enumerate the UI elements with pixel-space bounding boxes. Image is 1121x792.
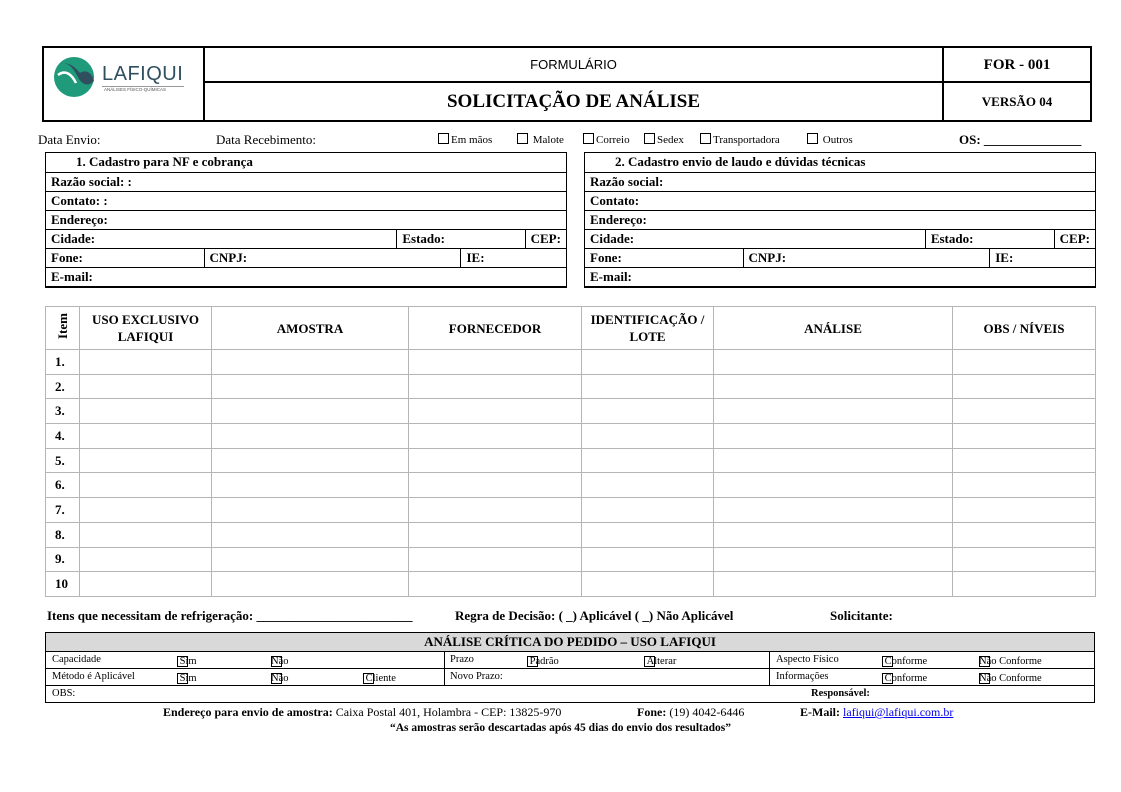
amostra-cell[interactable] [212,498,409,523]
ie-field[interactable]: IE: [461,248,566,267]
col-item: Item [46,307,80,350]
regra-decisao[interactable]: Regra de Decisão: ( _) Aplicável ( _) Não Aplicável [455,608,734,623]
critica-row-1: Capacidade Sim Não Prazo Padrão Alterar Aspecto Físico Conforme Não Conforme [46,652,1094,669]
analise-cell[interactable] [714,424,953,449]
checkbox-icon[interactable] [583,133,594,144]
cep-field[interactable]: CEP: [525,229,566,248]
logo-text: LAFIQUI [102,63,184,85]
option-transportadora[interactable]: Transportadora [700,133,780,146]
form-header [42,46,1092,122]
address-line [163,705,561,720]
form-version: VERSÃO 04 [981,94,1053,109]
cnpj-field[interactable]: CNPJ: [204,248,461,267]
disposal-note: “As amostras serão descartadas após 45 dias do envio dos resultados” [390,722,731,734]
identificacao-cell[interactable] [582,473,714,498]
contato-field[interactable]: Contato: [585,191,1095,210]
informacoes-label: Informações [776,671,829,682]
obs-cell[interactable] [953,572,1096,597]
metodo-cliente[interactable]: Cliente [363,671,366,682]
metodo-label: Método é Aplicável [52,671,135,682]
cadastro-nf-title: 1. Cadastro para NF e cobrança [46,153,566,172]
fornecedor-cell[interactable] [409,399,582,424]
identificacao-cell[interactable] [582,424,714,449]
amostra-cell[interactable] [212,522,409,547]
endereco-field[interactable]: Endereço: [46,210,566,229]
contato-field[interactable]: Contato: : [46,191,566,210]
cadastro-laudo-title: 2. Cadastro envio de laudo e dúvidas técnicas [585,153,1095,172]
fornecedor-cell[interactable] [409,498,582,523]
solicitante-field[interactable]: Solicitante: [830,608,893,623]
critica-row-2: Método é Aplicável Sim Não Cliente Novo Prazo: Informações Conforme Não Conforme [46,669,1094,686]
cep-field[interactable]: CEP: [1054,229,1095,248]
uso-exclusivo-cell[interactable] [80,498,212,523]
checkbox-icon[interactable] [644,133,655,144]
capacidade-label: Capacidade [52,654,101,665]
endereco-value: Caixa Postal 401, Holambra - CEP: 13825-970 [335,705,562,719]
lafiqui-logo [52,55,197,103]
responsavel-field[interactable]: Responsável: [811,688,870,699]
informacoes-conforme[interactable]: Conforme [882,671,885,682]
uso-exclusivo-cell[interactable] [80,473,212,498]
item-number: 5. [46,448,80,473]
razao-social-field[interactable]: Razão social: : [46,172,566,191]
logo-mark-icon [52,55,96,99]
os-field[interactable]: OS: _______________ [959,132,1082,147]
razao-social-field[interactable]: Razão social: [585,172,1095,191]
table-row [46,473,1096,498]
item-number: 4. [46,424,80,449]
fornecedor-cell[interactable] [409,522,582,547]
identificacao-cell[interactable] [582,547,714,572]
table-row [46,448,1096,473]
uso-exclusivo-cell[interactable] [80,572,212,597]
estado-field[interactable]: Estado: [397,229,525,248]
uso-exclusivo-cell[interactable] [80,374,212,399]
col-uso-exclusivo: USO EXCLUSIVO LAFIQUI [80,307,212,350]
endereco-field[interactable]: Endereço: [585,210,1095,229]
analise-cell[interactable] [714,498,953,523]
ie-field[interactable]: IE: [990,248,1095,267]
uso-exclusivo-cell[interactable] [80,522,212,547]
endereco-label: Endereço para envio de amostra: [163,705,333,719]
obs-cell[interactable] [953,448,1096,473]
fornecedor-cell[interactable] [409,473,582,498]
uso-exclusivo-cell[interactable] [80,448,212,473]
amostra-cell[interactable] [212,374,409,399]
option-sedex[interactable]: Sedex [644,133,684,146]
identificacao-cell[interactable] [582,399,714,424]
obs-cell[interactable] [953,498,1096,523]
obs-cell[interactable] [953,522,1096,547]
data-recebimento-label: Data Recebimento: [216,132,316,147]
fornecedor-cell[interactable] [409,424,582,449]
col-analise: ANÁLISE [714,307,953,350]
uso-exclusivo-cell[interactable] [80,424,212,449]
checkbox-icon[interactable] [807,133,818,144]
col-fornecedor: FORNECEDOR [409,307,582,350]
analise-cell[interactable] [714,547,953,572]
email-field[interactable]: E-mail: [46,267,566,286]
item-number: 2. [46,374,80,399]
checkbox-icon[interactable] [700,133,711,144]
prazo-label: Prazo [450,654,474,665]
table-header [46,307,1096,350]
cnpj-field[interactable]: CNPJ: [743,248,990,267]
email-label: E-Mail: [800,705,840,719]
analise-cell[interactable] [714,572,953,597]
option-outros[interactable]: Outros [807,133,853,146]
identificacao-cell[interactable] [582,498,714,523]
item-number: 3. [46,399,80,424]
identificacao-cell[interactable] [582,350,714,375]
item-number: 10 [46,572,80,597]
fone-field[interactable]: Fone: [46,248,204,267]
option-malote[interactable]: Malote [517,133,564,146]
table-row [46,374,1096,399]
obs-cell[interactable] [953,424,1096,449]
identificacao-cell[interactable] [582,522,714,547]
fone-value: (19) 4042-6446 [669,705,745,719]
cidade-field[interactable]: Cidade: [46,229,397,248]
prazo-alterar[interactable]: Alterar [644,654,647,665]
page-title: SOLICITAÇÃO DE ANÁLISE [446,91,701,112]
novo-prazo-field[interactable]: Novo Prazo: [450,671,503,682]
obs-cell[interactable] [953,473,1096,498]
fornecedor-cell[interactable] [409,572,582,597]
aspecto-conforme[interactable]: Conforme [882,654,885,665]
col-identificacao: IDENTIFICAÇÃO / LOTE [582,307,714,350]
email-line [800,705,953,720]
amostra-cell[interactable] [212,547,409,572]
analise-cell[interactable] [714,522,953,547]
amostra-cell[interactable] [212,572,409,597]
aspecto-label: Aspecto Físico [776,654,839,665]
capacidade-sim[interactable]: Sim [177,654,180,665]
table-row [46,350,1096,375]
critica-row-3 [46,686,1094,702]
item-number: 7. [46,498,80,523]
fornecedor-cell[interactable] [409,448,582,473]
fone-label: Fone: [637,705,667,719]
cidade-field[interactable]: Cidade: [585,229,925,248]
table-row [46,522,1096,547]
table-row [46,424,1096,449]
amostra-cell[interactable] [212,424,409,449]
table-row [46,572,1096,597]
samples-table [45,306,1096,597]
obs-cell[interactable] [953,399,1096,424]
item-number: 8. [46,522,80,547]
fone-line [637,705,744,720]
checkbox-icon[interactable] [517,133,528,144]
fornecedor-cell[interactable] [409,547,582,572]
obs-cell[interactable] [953,350,1096,375]
col-obs: OBS / NÍVEIS [953,307,1096,350]
fone-field[interactable]: Fone: [585,248,743,267]
item-number: 1. [46,350,80,375]
obs-cell[interactable] [953,547,1096,572]
email-field[interactable]: E-mail: [585,267,1095,286]
amostra-cell[interactable] [212,350,409,375]
analise-cell[interactable] [714,374,953,399]
table-row [46,498,1096,523]
form-label: FORMULÁRIO [530,57,617,72]
fornecedor-cell[interactable] [409,374,582,399]
analise-critica-title: ANÁLISE CRÍTICA DO PEDIDO – USO LAFIQUI [46,633,1094,652]
option-correio[interactable]: Correio [583,133,630,146]
data-envio-label: Data Envio: [38,132,101,147]
item-number: 6. [46,473,80,498]
identificacao-cell[interactable] [582,572,714,597]
table-row [46,399,1096,424]
table-row [46,547,1096,572]
uso-exclusivo-cell[interactable] [80,350,212,375]
amostra-cell[interactable] [212,399,409,424]
cadastro-nf-section [45,152,567,288]
estado-field[interactable]: Estado: [925,229,1054,248]
analise-cell[interactable] [714,473,953,498]
obs-field[interactable]: OBS: [52,688,76,699]
item-number: 9. [46,547,80,572]
email-link[interactable]: lafiqui@lafiqui.com.br [843,705,954,719]
prazo-padrao[interactable]: Padrão [527,654,530,665]
analise-cell[interactable] [714,448,953,473]
cadastro-laudo-section [584,152,1096,288]
refrigeracao-field[interactable]: Itens que necessitam de refrigeração: ________________________ [47,608,413,623]
checkbox-icon[interactable] [438,133,449,144]
logo-subtitle: ANÁLISES FÍSICO-QUÍMICAS [104,87,167,92]
option-em-maos[interactable]: Em mãos [438,133,492,146]
identificacao-cell[interactable] [582,374,714,399]
obs-cell[interactable] [953,374,1096,399]
analise-cell[interactable] [714,350,953,375]
logo-underline [102,86,184,87]
identificacao-cell[interactable] [582,448,714,473]
uso-exclusivo-cell[interactable] [80,399,212,424]
col-amostra: AMOSTRA [212,307,409,350]
uso-exclusivo-cell[interactable] [80,547,212,572]
amostra-cell[interactable] [212,448,409,473]
metodo-sim[interactable]: Sim [177,671,180,682]
fornecedor-cell[interactable] [409,350,582,375]
amostra-cell[interactable] [212,473,409,498]
analise-critica-section [45,632,1095,703]
analise-cell[interactable] [714,399,953,424]
form-code: FOR - 001 [983,57,1051,73]
